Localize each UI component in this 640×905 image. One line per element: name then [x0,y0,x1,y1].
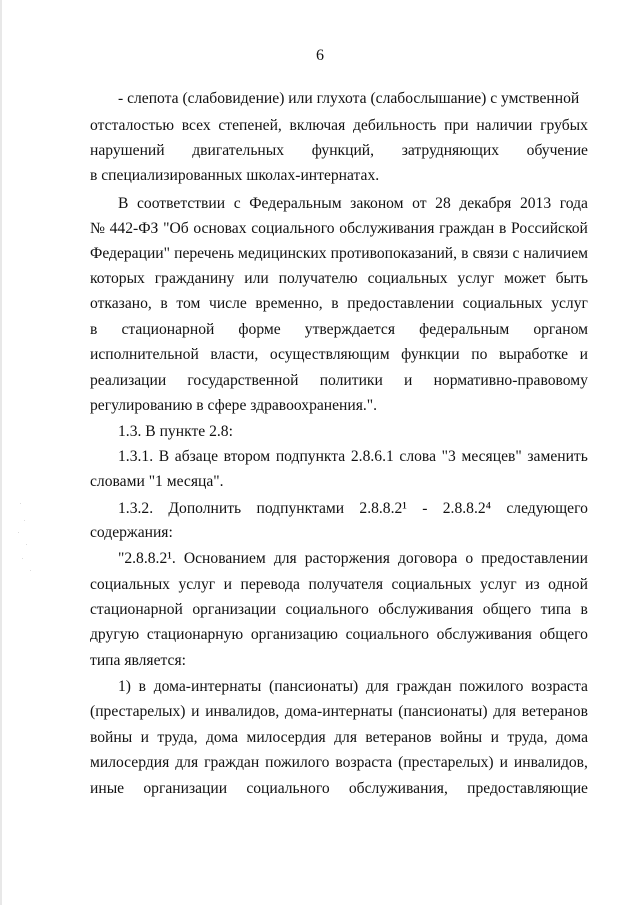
text-word: Федерации" [90,245,171,262]
text-word: содержания: [90,524,173,541]
text-word: втором [223,448,271,465]
text-line [118,549,588,569]
page-number: 6 [316,47,324,64]
text-word: типа является: [90,652,186,669]
text-word: для [365,678,389,695]
text-word: включая [289,117,346,134]
text-word: стационарную [146,626,244,643]
text-word: основах [193,220,247,237]
text-word: труда, [507,729,548,746]
scan-artifact [24,520,25,521]
text-line [90,116,588,136]
text-word: может [504,270,546,287]
text-word: (пансионаты) [269,678,359,695]
text-word: и [490,729,499,746]
text-word: Федеральным [249,195,342,212]
text-word: связи [472,245,509,262]
text-word: обслуживания, [348,780,448,797]
text-word: государственной [187,372,299,389]
text-word: договора [398,550,458,567]
text-word: получателю [278,270,358,287]
text-line [90,244,588,264]
text-word: реализации [90,372,167,389]
text-line [90,345,588,365]
text-word: 28 [435,195,451,212]
text-word: 442-ФЗ [109,220,159,237]
text-word: слова [399,448,436,465]
text-word: милосердия [90,754,170,771]
text-word: возраста [335,754,393,771]
scan-artifact [26,544,27,545]
text-word: услуг [551,295,588,312]
text-word: заменить [527,448,588,465]
text-word: социального [345,626,429,643]
text-word: и [499,754,508,771]
text-line [90,269,588,289]
text-word: регулированию в сфере здравоохранения.". [90,397,378,414]
text-word: 1.3. В пункте 2.8: [118,423,233,440]
text-line [118,499,588,519]
text-word: и [579,346,588,363]
text-line [90,753,588,773]
text-word: обслуживания [339,220,435,237]
text-word: типа [540,601,572,618]
text-word: обслуживания [378,601,474,618]
text-word: отсталостью [90,117,175,134]
text-word: временно, [255,295,323,312]
text-word: обслуживания [436,626,532,643]
scan-artifact [20,503,21,504]
scan-artifact [18,532,19,533]
text-word: для [175,754,199,771]
text-word: в [90,321,98,338]
text-word: для [493,703,517,720]
text-line [90,396,588,416]
text-word: декабря [459,195,512,212]
text-line [90,523,588,543]
text-line [90,575,588,595]
text-word: в [498,220,507,237]
text-word: выработке [498,346,568,363]
text-word: дома [555,729,588,746]
text-word: органом [533,321,588,338]
text-word: степеней, [218,117,282,134]
text-word: или [244,270,269,287]
text-word: том [176,295,201,312]
text-word: грубых [540,117,588,134]
text-word: соответствии [137,195,226,212]
text-line [118,89,588,109]
text-word: дебильность [352,117,437,134]
text-word: инвалидов, [513,754,588,771]
text-word: гражданину [154,270,235,287]
text-line [90,294,588,314]
text-word: перечень [174,245,234,262]
text-word: "3 [441,448,456,465]
text-line [90,625,588,645]
text-line [90,166,588,186]
text-word: власти, [210,346,259,363]
scan-edge [0,0,2,905]
text-word: словами "1 месяца". [90,473,224,490]
text-line [118,677,588,697]
text-word: в [138,678,147,695]
text-word: пожилого [459,678,524,695]
text-word: медицинских [238,245,327,262]
text-word: осуществляющим [269,346,390,363]
text-word: дома-интернаты [153,678,262,695]
text-word: (престарелых) [398,754,494,771]
text-word: предоставляющие [467,780,588,797]
text-word: в специализированных школах-интернатах. [90,167,380,184]
text-word: обучение [526,142,588,159]
text-word: которых [90,270,145,287]
text-word: социального [251,220,335,237]
text-word: общего [539,626,588,643]
text-word: социальных [90,576,170,593]
text-word: получателя [308,576,384,593]
text-word: услуг [178,576,216,593]
text-word: Дополнить [168,500,242,517]
text-word: форме [238,321,281,338]
text-word: одной [548,576,588,593]
text-word: граждан [204,754,260,771]
text-word: 2.8.6.1 [350,448,394,465]
text-word: предоставлении [347,295,454,312]
text-word: стационарной [90,601,183,618]
text-word: организации [143,780,228,797]
text-word: услуг [479,576,517,593]
text-word: политики [319,372,383,389]
text-word: в [580,601,588,618]
text-line [90,320,588,340]
text-word: при [444,117,469,134]
text-word: социальных [462,295,543,312]
text-word: месяцев" [461,448,522,465]
text-word: расторжения [304,550,390,567]
text-word: пожилого [265,754,330,771]
text-word: функций, [311,142,375,159]
text-line [90,472,588,492]
text-word: числе [208,295,247,312]
text-word: "2.8.8.2¹. [118,550,176,567]
text-line [118,194,588,214]
text-line [90,219,588,239]
text-word: перевода [240,576,300,593]
text-word: для [273,550,297,567]
text-line [90,728,588,748]
text-word: и [140,729,149,746]
text-word: законом [350,195,404,212]
text-word: (престарелых) [90,703,186,720]
scan-artifact [30,570,31,571]
text-word: 2.8.8.2¹ [359,500,407,517]
text-word: дома [205,729,239,746]
text-word: стационарной [121,321,215,338]
text-word: ветеранов [521,703,588,720]
text-word: исполнительной [90,346,199,363]
text-word: Основанием [183,550,266,567]
text-word: общего [482,601,532,618]
text-word: в [331,295,339,312]
text-word: подпунктами [256,500,345,517]
text-word: - [422,500,428,517]
text-line [90,779,588,799]
text-word: иные [90,780,125,797]
text-word: функции [401,346,460,363]
text-word: всех [181,117,211,134]
text-word: войны [439,729,483,746]
text-word: В [118,195,129,212]
text-line [90,651,588,671]
text-word: 2013 [519,195,552,212]
text-word: быть [555,270,588,287]
text-word: о [465,550,474,567]
text-word: наличии [476,117,533,134]
text-word: другую [90,626,140,643]
text-word: организацию [250,626,338,643]
text-word: подпункта [275,448,346,465]
text-word: федеральным [419,321,510,338]
scan-artifact [22,558,23,559]
text-word: ветеранов [365,729,432,746]
text-word: наличием [523,245,588,262]
text-word: двигательных [192,142,285,159]
text-word: и [223,576,233,593]
text-word: нормативно-правовому [433,372,588,389]
text-word: войны [90,729,133,746]
text-word: противопоказаний, [330,245,458,262]
text-word: социального [246,780,330,797]
text-word: отказано, [90,295,152,312]
text-word: в [160,295,168,312]
text-word: года [559,195,588,212]
text-word: от [412,195,427,212]
text-word: "Об [163,220,189,237]
text-word: 1.3.1. [118,448,154,465]
text-word: в [461,245,469,262]
text-word: инвалидов, [205,703,280,720]
text-word: 2.8.8.2⁴ [442,500,492,517]
text-word: услуг [457,270,495,287]
text-word: и [191,703,200,720]
text-word: социальных [367,270,448,287]
text-word: из [525,576,540,593]
text-word: с [233,195,241,212]
text-line [118,422,588,442]
text-word: нарушений [90,142,165,159]
text-word: милосердия [246,729,326,746]
text-word: для [334,729,357,746]
text-word: № [90,220,105,237]
text-word: утверждается [304,321,396,338]
text-word: 1) [118,678,131,695]
text-word: и [404,372,413,389]
text-word: - слепота (слабовидение) или глухота (слабослышание) с умственной [118,90,580,107]
text-line [90,702,588,722]
text-word: труда, [157,729,198,746]
text-word: социального [285,601,369,618]
text-word: 1.3.2. [118,500,154,517]
text-word: граждан [439,220,495,237]
text-word: дома-интернаты [284,703,393,720]
text-word: следующего [506,500,588,517]
text-word: по [471,346,488,363]
text-line [90,371,588,391]
text-word: абзаце [174,448,218,465]
text-word: социальных [391,576,472,593]
text-line [90,600,588,620]
text-word: возраста [531,678,588,695]
text-word: организации [192,601,277,618]
text-word: Российской [511,220,588,237]
text-line [118,447,588,467]
text-word: (пансионаты) [398,703,488,720]
text-word: с [512,245,520,262]
text-word: затрудняющих [401,142,500,159]
text-word: предоставлении [481,550,588,567]
text-word: граждан [396,678,452,695]
text-word: В [158,448,170,465]
text-line [90,141,588,161]
